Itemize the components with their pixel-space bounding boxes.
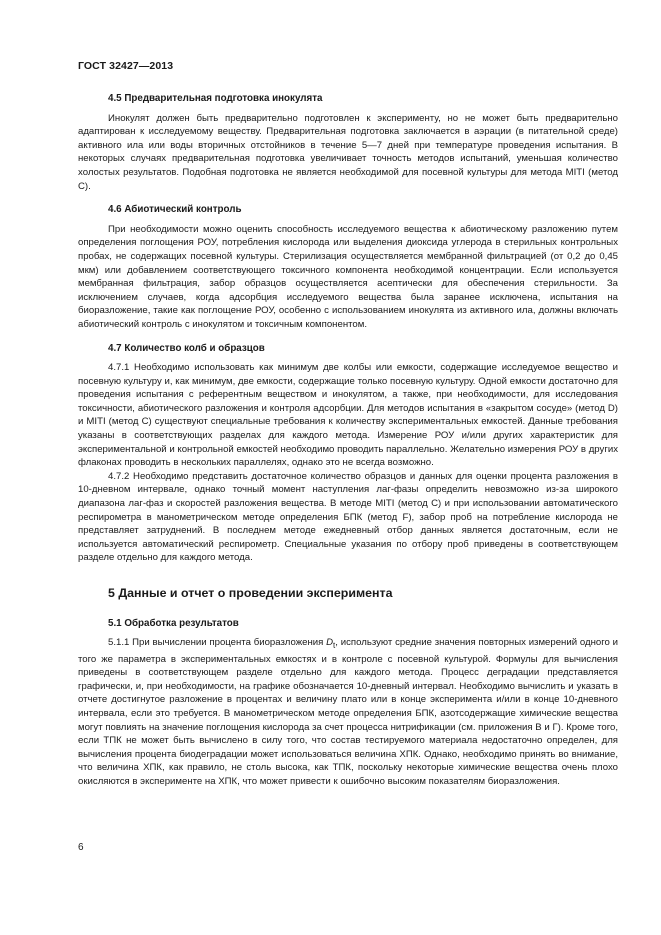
formula-subscript: t — [333, 641, 336, 651]
section-heading: 4.7 Количество колб и образцов — [108, 342, 265, 354]
chapter-heading: 5 Данные и отчет о проведении эксперимента — [108, 586, 393, 600]
section-4-6 — [78, 203, 618, 331]
paragraph — [78, 636, 618, 788]
document-body — [78, 92, 618, 799]
paragraph-text-rest: , используют средние значения повторных измерений одного и того же параметра в экспериментальных емкостях и в контроле с посевной культурой. Формулы для вычисления приведены в соответствующем разделе отдельно для каждого метода. Процесс деградации представляется графически, и, при необходимости, на графике обозначается 10-дневный интервал. Необходимо вычислить и указать в отчете достигнутое разложение в процентах и величину плато или в конце эксперимента и/или в конце 10-дневного интервала, если это требуется. В манометрическом методе определения БПК, азотсодержащие химические вещества могут повлиять на значение поглощения кислорода за счет процесса нитрификации (см. приложения В и Г). Кроме того, если ТПК не может быть вычислено в силу того, что состав тестируемого материала недостаточно определен, для вычисления процента биодеградации может использоваться величина ХПК. Однако, необходимо принять во внимание, что величина ХПК, как правило, не столь высока, как ТПК, поскольку некоторые химические вещества очень плохо окисляются в эксперименте на ХПК, что может привести к ошибочно высоким показателям биоразложения. — [78, 637, 618, 788]
paragraph: При необходимости можно оценить способность исследуемого вещества к абиотическому разложению путем определения поглощения РОУ, потребления кислорода или выделения диоксида углерода в стерильных контрольных пробах, не содержащих посевной культуры. Стерилизация осуществляется мембранной фильтрацией (от 0,2 до 0,45 мкм) или добавлением соответствующего токсичного компонента необходимой концентрации. Если используется мембранная фильтрация, забор образцов осуществляется асептически для обеспечения стерильности. За исключением случаев, когда адсорбция исследуемого вещества была заранее исключена, испытания на биоразложение, такие как поглощение РОУ, особенно с использованием инокулята из активного ила, должны включать абиотический контроль с инокулятом и токсичным компонентом. — [78, 223, 618, 330]
section-5-1 — [78, 617, 618, 789]
paragraph-text-start: 5.1.1 При вычислении процента биоразложения — [108, 637, 327, 649]
document-standard-code: ГОСТ 32427—2013 — [78, 60, 174, 72]
paragraph: 4.7.1 Необходимо использовать как минимум две колбы или емкости, содержащие исследуемое вещество и посевную культуру и, как минимум, две емкости, содержащие только посевную культуру. Одной емкости достаточно для проведения испытания с референтным веществом и инокулятом, а также, при необходимости, для исследования токсичности, абиотического разложения и контроля адсорбции. Для методов испытания в «закрытом сосуде» (метод D) и MITI (метод С) существуют специальные требования к количеству экспериментальных емкостей. Данные требования указаны в соответствующих разделах для каждого метода. Измерение РОУ и/или других характеристик для экспериментальной и контрольной емкостей необходимо проводить параллельно. Желательно измерения РОУ в других флаконах проводить в нескольких параллелях, однако это не всегда возможно. — [78, 362, 618, 469]
paragraph: Инокулят должен быть предварительно подготовлен к эксперименту, но не может быть предварительно адаптирован к исследуемому веществу. Предварительная подготовка заключается в аэрации (в питательной среде) активного ила или воды вторичных отстойников в течение 5—7 дней при температуре проведения испытания. В некоторых случаях предварительная подготовка увеличивает точность методов испытаний, уменьшая количество холостых результатов. Подобная подготовка не является необходимой для посевной культуры для метода MITI (метод С). — [78, 112, 618, 192]
paragraph: 4.7.2 Необходимо представить достаточное количество образцов и данных для оценки процента разложения в 10-дневном интервале, однако точный момент наступления лаг-фазы определить невозможно из-за широкого диапазона лаг-фаз и скоростей разложения вещества. В методе MITI (метод С) и при использовании автоматического респирометра в манометрическом методе определения БПК (метод F), забор проб на потребление кислорода не представляет затруднений. В последнем методе ежедневный отбор данных является достаточным, если не используется автоматический респирометр. Специальные указания по отбору проб приведены в соответствующем разделе отдельно для каждого метода. — [78, 470, 618, 564]
section-heading: 5.1 Обработка результатов — [108, 617, 239, 629]
section-heading: 4.5 Предварительная подготовка инокулята — [108, 93, 323, 104]
section-4-7 — [78, 342, 618, 566]
section-heading: 4.6 Абиотический контроль — [108, 204, 242, 216]
section-4-5 — [78, 92, 618, 193]
formula-variable: D — [326, 637, 334, 649]
page-number: 6 — [78, 842, 84, 853]
